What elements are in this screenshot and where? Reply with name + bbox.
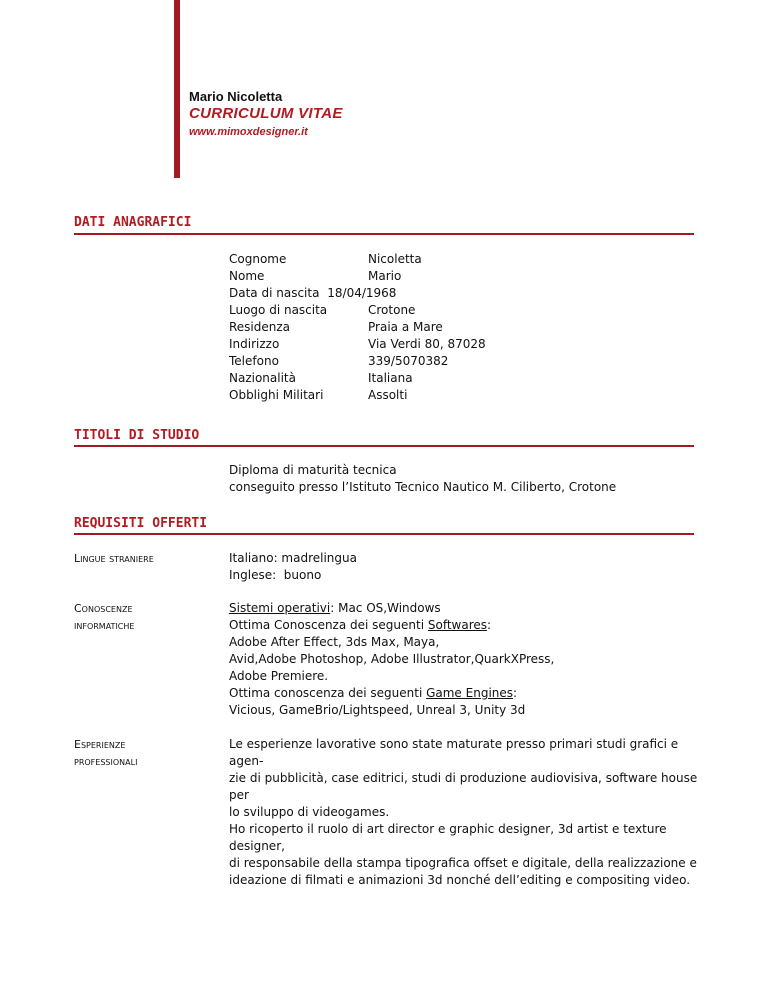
esperienze-text — [229, 736, 699, 889]
diploma-institute-line: conseguito presso l’Istituto Tecnico Nautico M. Ciliberto, Crotone — [229, 480, 617, 494]
esperienze-line: Le esperienze lavorative sono state maturate presso primari studi grafici e agen- — [229, 737, 679, 768]
anag-label: Nome — [229, 269, 265, 283]
game-engines-heading-line — [229, 685, 699, 702]
esperienze-line: Ho ricoperto il ruolo di art director e graphic designer, 3d artist e texture designer, — [229, 822, 667, 853]
esperienze-line: di responsabile della stampa tipografica offset e digitale, della realizzazione e — [229, 856, 697, 870]
game-engines-prefix: Ottima conoscenza dei seguenti — [229, 686, 427, 700]
sistemi-operativi-line — [229, 600, 699, 617]
anag-value: 18/04/1968 — [327, 286, 397, 300]
anag-row-telefono — [229, 353, 449, 370]
anag-value: Crotone — [368, 303, 416, 317]
softwares-line-1: Adobe After Effect, 3ds Max, Maya, — [229, 635, 440, 649]
anag-label: Residenza — [229, 320, 291, 334]
diploma-line: Diploma di maturità tecnica — [229, 463, 397, 477]
anag-row-obblighi-militari — [229, 387, 408, 404]
label-esperienze: Esperienze — [74, 738, 126, 751]
anag-value: Praia a Mare — [368, 320, 443, 334]
softwares-label: Softwares — [427, 618, 488, 632]
softwares-line-2: Avid,Adobe Photoshop, Adobe Illustrator,QuarkXPress, — [229, 652, 555, 666]
label-conoscenze-informatiche — [74, 600, 134, 634]
label-professionali: professionali — [74, 755, 138, 768]
sistemi-operativi-label: Sistemi operativi — [229, 601, 331, 615]
anag-label: Luogo di nascita — [229, 303, 328, 317]
anag-row-nome — [229, 268, 402, 285]
document-title: CURRICULUM VITAE — [189, 105, 343, 122]
anag-label: Obblighi Militari — [229, 388, 324, 402]
lingue-text — [229, 550, 699, 584]
label-informatiche: informatiche — [74, 619, 135, 632]
anag-label: Telefono — [229, 354, 279, 368]
label-esperienze-professionali — [74, 736, 137, 770]
website-link[interactable]: www.mimoxdesigner.it — [189, 126, 308, 138]
esperienze-line: ideazione di filmati e animazioni 3d nonché dell’editing e compositing video. — [229, 873, 691, 887]
softwares-prefix: Ottima Conoscenza dei seguenti — [229, 618, 428, 632]
softwares-heading-line — [229, 617, 699, 634]
section-heading-dati-anagrafici: DATI ANAGRAFICI — [74, 215, 192, 230]
section-rule — [74, 233, 694, 235]
softwares-line-3: Adobe Premiere. — [229, 669, 329, 683]
anag-value: Assolti — [368, 388, 408, 402]
section-heading-requisiti-offerti: REQUISITI OFFERTI — [74, 516, 208, 531]
section-heading-titoli-di-studio: TITOLI DI STUDIO — [74, 428, 200, 443]
lingua-italiano: Italiano: madrelingua — [229, 551, 357, 565]
anag-value: Mario — [368, 269, 402, 283]
header-accent-bar — [174, 0, 180, 178]
label-lingue-straniere: Lingue straniere — [74, 552, 154, 565]
softwares-suffix: : — [487, 618, 492, 632]
anag-row-data-di-nascita — [229, 285, 396, 302]
anag-value: 339/5070382 — [368, 354, 449, 368]
anag-row-cognome — [229, 251, 422, 268]
anag-row-nazionalita — [229, 370, 413, 387]
anag-row-residenza — [229, 319, 443, 336]
anag-label: Data di nascita — [229, 286, 320, 300]
game-engines-label: Game Engines — [426, 686, 514, 700]
label-conoscenze: Conoscenze — [74, 602, 133, 615]
section-rule — [74, 533, 694, 535]
sistemi-operativi-value: : Mac OS,Windows — [330, 601, 441, 615]
anag-row-luogo-di-nascita — [229, 302, 416, 319]
anag-label: Cognome — [229, 252, 287, 266]
section-rule — [74, 445, 694, 447]
anag-label: Nazionalità — [229, 371, 296, 385]
anag-value: Via Verdi 80, 87028 — [368, 337, 486, 351]
anag-value: Italiana — [368, 371, 413, 385]
person-name: Mario Nicoletta — [189, 89, 283, 104]
conoscenze-text — [229, 600, 699, 719]
game-engines-line: Vicious, GameBrio/Lightspeed, Unreal 3, Unity 3d — [229, 703, 526, 717]
anag-value: Nicoletta — [368, 252, 422, 266]
dati-anagrafici-table — [229, 251, 486, 404]
game-engines-suffix: : — [513, 686, 518, 700]
anag-label: Indirizzo — [229, 337, 280, 351]
lingua-inglese: Inglese: buono — [229, 568, 322, 582]
anag-row-indirizzo — [229, 336, 486, 353]
esperienze-line: lo sviluppo di videogames. — [229, 805, 390, 819]
titoli-di-studio-text — [229, 462, 699, 496]
esperienze-line: zie di pubblicità, case editrici, studi di produzione audiovisiva, software house per — [229, 771, 698, 802]
